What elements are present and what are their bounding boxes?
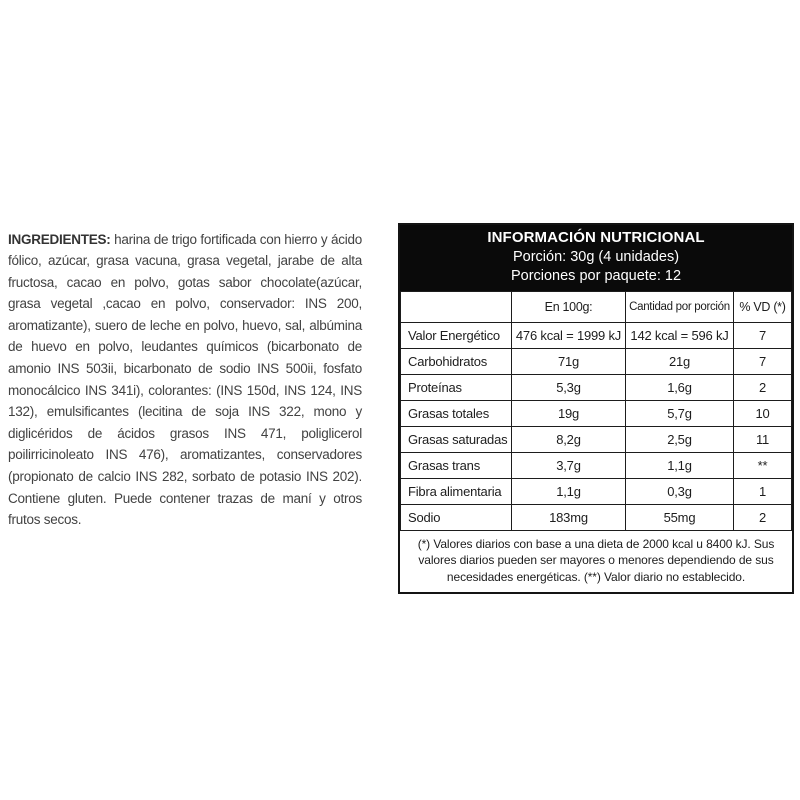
value-per-serving: 55mg bbox=[626, 504, 734, 530]
daily-value-pct: 10 bbox=[734, 400, 792, 426]
ingredients-label: INGREDIENTES: bbox=[8, 231, 111, 247]
nutrition-table bbox=[398, 223, 794, 594]
nutrient-row-energia bbox=[401, 322, 792, 348]
value-per-100g: 183mg bbox=[512, 504, 626, 530]
nutrient-row-sodio bbox=[401, 504, 792, 530]
daily-value-pct: 7 bbox=[734, 348, 792, 374]
daily-value-pct: 1 bbox=[734, 478, 792, 504]
value-per-100g: 71g bbox=[512, 348, 626, 374]
nutrient-row-carbohidratos bbox=[401, 348, 792, 374]
nutrient-label: Valor Energético bbox=[401, 322, 512, 348]
value-per-serving: 142 kcal = 596 kJ bbox=[626, 322, 734, 348]
nutrient-row-fibra bbox=[401, 478, 792, 504]
ingredients-paragraph bbox=[8, 229, 362, 531]
daily-values-footnote: (*) Valores diarios con base a una dieta de 2000 kcal u 8400 kJ. Sus valores diarios pueden ser mayores o menores dependiendo de sus necesidades energéticas. (**) Valor diario no establecido. bbox=[417, 536, 775, 584]
daily-value-pct: ** bbox=[734, 452, 792, 478]
servings-per-package: Porciones por paquete: 12 bbox=[510, 268, 682, 284]
daily-value-pct: 2 bbox=[734, 504, 792, 530]
nutrient-row-grasas-trans bbox=[401, 452, 792, 478]
nutrient-label: Proteínas bbox=[401, 374, 512, 400]
value-per-100g: 1,1g bbox=[512, 478, 626, 504]
nutrient-label: Grasas totales bbox=[401, 400, 512, 426]
column-header-empty bbox=[401, 291, 512, 322]
value-per-100g: 5,3g bbox=[512, 374, 626, 400]
column-header-row bbox=[401, 291, 792, 322]
ingredients-text: harina de trigo fortificada con hierro y ácido fólico, azúcar, grasa vacuna, grasa vegetal, jarabe de alta fructosa, cacao en polvo, gotas sabor chocolate(azúcar, grasa vegetal ,cacao en polvo, conservador: INS 200, aromatizante), suero de leche en polvo, huevo, sal, albúmina de huevo en polvo, leudantes químicos (bicarbonato de amonio INS 503ii, bicarbonato de sodio INS 500ii, fosfato monocálcico INS 341i), colorantes: (INS 150d, INS 124, INS 132), emulsificantes (lecitina de soja INS 322, mono y diglicéridos de ácidos grasos INS 471, poliglicerol poilirricinoleato INS 476), aromatizantes, conservadores (propionato de calcio INS 282, sorbato de potasio INS 202). Contiene gluten. Puede contener trazas de maní y otros frutos secos. bbox=[8, 231, 362, 528]
daily-value-pct: 11 bbox=[734, 426, 792, 452]
serving-size: Porción: 30g (4 unidades) bbox=[512, 248, 680, 265]
value-per-serving: 1,1g bbox=[626, 452, 734, 478]
value-per-100g: 3,7g bbox=[512, 452, 626, 478]
nutrient-label: Carbohidratos bbox=[401, 348, 512, 374]
column-header-per-serving: Cantidad por porción bbox=[626, 291, 734, 322]
nutrient-row-grasas-saturadas bbox=[401, 426, 792, 452]
nutrient-label: Grasas saturadas bbox=[401, 426, 512, 452]
nutrient-label: Grasas trans bbox=[401, 452, 512, 478]
nutrient-row-grasas-totales bbox=[401, 400, 792, 426]
daily-value-pct: 2 bbox=[734, 374, 792, 400]
value-per-serving: 5,7g bbox=[626, 400, 734, 426]
nutrition-table-header bbox=[400, 225, 792, 291]
value-per-100g: 8,2g bbox=[512, 426, 626, 452]
value-per-serving: 2,5g bbox=[626, 426, 734, 452]
column-header-per-100g: En 100g: bbox=[512, 291, 626, 322]
nutrient-label: Fibra alimentaria bbox=[401, 478, 512, 504]
value-per-serving: 21g bbox=[626, 348, 734, 374]
value-per-serving: 0,3g bbox=[626, 478, 734, 504]
daily-value-pct: 7 bbox=[734, 322, 792, 348]
value-per-100g: 476 kcal = 1999 kJ bbox=[512, 322, 626, 348]
nutrition-grid bbox=[400, 291, 792, 531]
nutrient-row-proteinas bbox=[401, 374, 792, 400]
nutrient-label: Sodio bbox=[401, 504, 512, 530]
value-per-100g: 19g bbox=[512, 400, 626, 426]
value-per-serving: 1,6g bbox=[626, 374, 734, 400]
nutrition-title: INFORMACIÓN NUTRICIONAL bbox=[487, 229, 705, 246]
column-header-daily-value: % VD (*) bbox=[734, 291, 792, 322]
